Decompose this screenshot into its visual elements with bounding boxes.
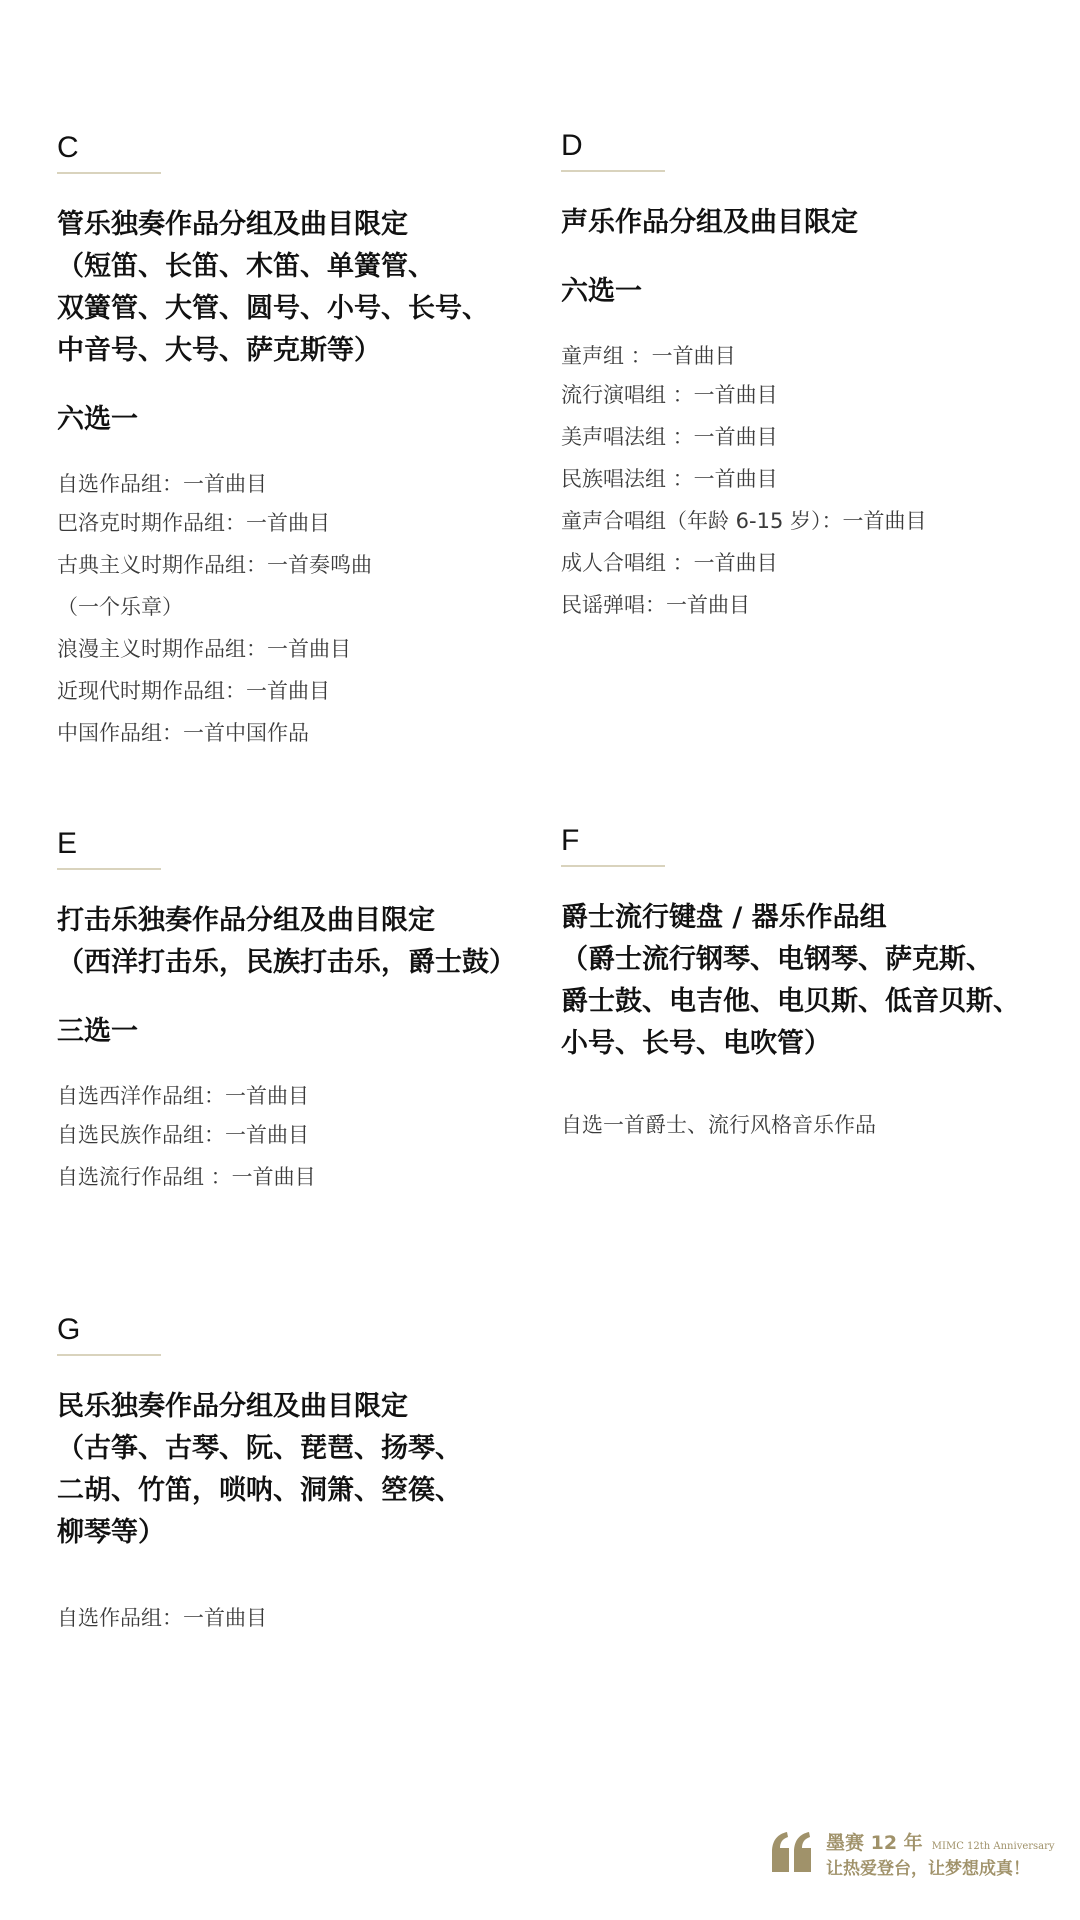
item-list bbox=[561, 338, 1041, 626]
section-letter: F bbox=[561, 824, 580, 857]
section-underline bbox=[57, 868, 161, 870]
title-line: 民乐独奏作品分组及曲目限定 bbox=[57, 1391, 408, 1422]
footer-anniversary-cn: 墨赛 12 年 bbox=[826, 1832, 923, 1854]
section-title bbox=[561, 897, 1041, 1065]
section-g bbox=[57, 1312, 537, 1636]
section-e bbox=[57, 826, 537, 1198]
section-underline bbox=[561, 865, 665, 867]
section-c bbox=[57, 130, 537, 754]
footer-slogan bbox=[770, 1828, 1070, 1878]
title-line: （短笛、长笛、木笛、单簧管、 bbox=[57, 251, 435, 282]
choice-label: 六选一 bbox=[561, 276, 642, 307]
section-title bbox=[561, 202, 1041, 244]
item-list bbox=[561, 1107, 1041, 1143]
list-item: 民族唱法组 ：一首曲目 bbox=[561, 467, 778, 491]
list-item: 童声组 ：一首曲目 bbox=[561, 344, 736, 368]
list-item: 民谣弹唱：一首曲目 bbox=[561, 593, 750, 617]
title-line: 声乐作品分组及曲目限定 bbox=[561, 207, 858, 238]
title-line: 中音号、大号、萨克斯等） bbox=[57, 335, 381, 366]
list-item: （一个乐章） bbox=[57, 595, 183, 619]
section-title bbox=[57, 900, 537, 984]
title-line: （西洋打击乐，民族打击乐，爵士鼓） bbox=[57, 947, 516, 978]
footer-line-1 bbox=[826, 1828, 1055, 1855]
choice-label: 三选一 bbox=[57, 1016, 138, 1047]
section-d bbox=[561, 128, 1041, 626]
section-letter: C bbox=[57, 131, 79, 164]
title-line: 双簧管、大管、圆号、小号、长号、 bbox=[57, 293, 489, 324]
section-f bbox=[561, 823, 1041, 1143]
section-title bbox=[57, 1386, 537, 1554]
list-item: 自选民族作品组：一首曲目 bbox=[57, 1123, 309, 1147]
section-letter: D bbox=[561, 129, 583, 162]
section-underline bbox=[57, 1354, 161, 1356]
choice-label: 六选一 bbox=[57, 404, 138, 435]
title-line: （古筝、古琴、阮、琵琶、扬琴、 bbox=[57, 1433, 462, 1464]
footer-anniversary-en: MIMC 12th Anniversary bbox=[931, 1841, 1055, 1852]
title-line: （爵士流行钢琴、电钢琴、萨克斯、 bbox=[561, 944, 993, 975]
list-item: 浪漫主义时期作品组：一首曲目 bbox=[57, 637, 351, 661]
title-line: 柳琴等） bbox=[57, 1517, 165, 1548]
title-line: 二胡、竹笛，唢呐、洞箫、箜篌、 bbox=[57, 1475, 462, 1506]
list-item: 中国作品组：一首中国作品 bbox=[57, 721, 309, 745]
list-item: 流行演唱组 ：一首曲目 bbox=[561, 383, 778, 407]
item-list bbox=[57, 466, 537, 754]
section-underline bbox=[561, 170, 665, 172]
section-title bbox=[57, 204, 537, 372]
section-letter: E bbox=[57, 827, 78, 860]
list-item: 自选作品组：一首曲目 bbox=[57, 1606, 267, 1630]
footer-slogan-text: 让热爱登台，让梦想成真！ bbox=[826, 1859, 1030, 1879]
list-item: 自选一首爵士、流行风格音乐作品 bbox=[561, 1113, 876, 1137]
section-letter: G bbox=[57, 1313, 81, 1346]
quote-mark-icon bbox=[770, 1830, 814, 1874]
title-line: 管乐独奏作品分组及曲目限定 bbox=[57, 209, 408, 240]
list-item: 近现代时期作品组：一首曲目 bbox=[57, 679, 330, 703]
item-list bbox=[57, 1078, 537, 1198]
title-line: 小号、长号、电吹管） bbox=[561, 1028, 831, 1059]
title-line: 爵士流行键盘 / 器乐作品组 bbox=[561, 902, 887, 933]
list-item: 古典主义时期作品组：一首奏鸣曲 bbox=[57, 553, 372, 577]
title-line: 爵士鼓、电吉他、电贝斯、低音贝斯、 bbox=[561, 986, 1020, 1017]
title-line: 打击乐独奏作品分组及曲目限定 bbox=[57, 905, 435, 936]
list-item: 成人合唱组 ：一首曲目 bbox=[561, 551, 778, 575]
list-item: 自选流行作品组 ：一首曲目 bbox=[57, 1165, 316, 1189]
list-item: 自选作品组：一首曲目 bbox=[57, 472, 267, 496]
list-item: 自选西洋作品组：一首曲目 bbox=[57, 1084, 309, 1108]
list-item: 巴洛克时期作品组：一首曲目 bbox=[57, 511, 330, 535]
list-item: 童声合唱组（年龄 6-15 岁）：一首曲目 bbox=[561, 509, 927, 533]
section-underline bbox=[57, 172, 161, 174]
item-list bbox=[57, 1600, 537, 1636]
list-item: 美声唱法组 ：一首曲目 bbox=[561, 425, 778, 449]
